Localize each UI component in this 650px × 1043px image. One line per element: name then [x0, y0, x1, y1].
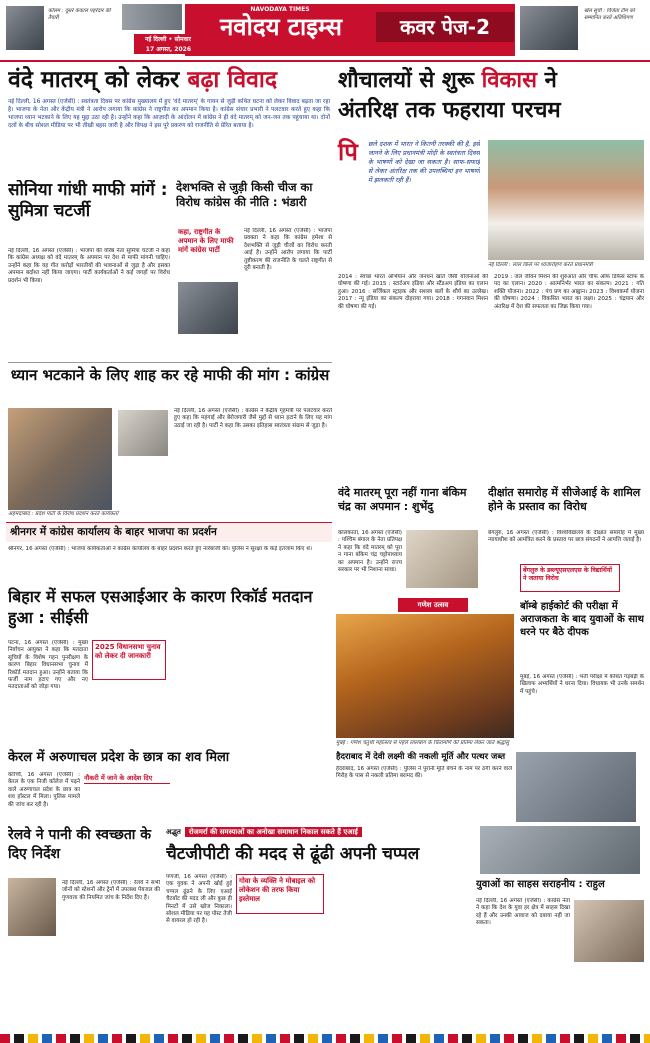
chatgpt-kicker [166, 826, 466, 838]
space-headline [338, 66, 644, 126]
dhyan-photo [8, 408, 112, 510]
rahul-photo [574, 900, 644, 962]
railway-headline: रेलवे ने पानी की स्वच्छता के दिए निर्देश [8, 827, 152, 862]
cji-headline: दीक्षांत समारोह में सीजेआई के शामिल होने के प्रस्ताव का विरोध [488, 486, 641, 513]
bankim-headline: वंदे मातरम् पूरा नहीं गाना बंकिम चंद्र का अपमान : शुभेंदु [338, 486, 467, 513]
page-label: कवर पेज-2 [376, 12, 514, 42]
bhandari-pullquote: कहा, राष्ट्रगीत के अपमान के लिए माफी मांगें कांग्रेस पार्टी [178, 228, 234, 254]
right-note: खेल सूची : विजेता टीम को सम्मानित करते अतिथिगण [584, 8, 635, 21]
left-note: कॉलम : दूसरे कंकाल पहरेदार की तैयारी [48, 8, 111, 21]
kerala-body: कोच्चि, 16 अगस्त (एजेंसी) : केरल के एक निजी कॉलेज में पढ़ने वाले अरुणाचल प्रदेश के छात्र का शव हॉस्टल में मिला। पुलिस मामले की जांच कर रही है। [8, 772, 80, 808]
bihar-headline: बिहार में सफल एसआईआर के कारण रिकॉर्ड मतदान हुआ : सीईसी [8, 587, 313, 627]
bombay-headline: बॉम्बे हाईकोर्ट की परीक्षा में अराजकता के बाद युवाओं के साथ धरने पर बैठे दीपक [520, 601, 644, 638]
chatgpt-kicker-b: रोजमर्रा की समस्याओं का अनोखा समाधान निकाल सकते हैं एआई [185, 827, 362, 837]
top-photo-strip-left [122, 4, 182, 30]
lead-body: नई दिल्ली, 16 अगस्त (एजेंसी) : स्वतंत्रता दिवस पर कांग्रेस मुख्यालय में हुए 'वंदे मातरम्' के गायन से जुड़ी कथित घटना को लेकर विवाद बढ़ता जा रहा है। भाजपा के नेता और केंद्रीय मंत्री ने आरोप लगाया कि कांग्रेस ने राष्ट्रगीत का अपमान किया है। कांग्रेस संचार प्रभारी ने पलटवार करते हुए कहा कि भाजपा ध्यान भटकाने के लिए यह मुद्दा उठा रही है। उन्होंने कहा कि आज़ादी के आंदोलन में कांग्रेस ने ही वंदे मातरम् को जन-जन तक पहुंचाया था। दोनों दलों के बीच सोशल मीडिया पर भी तीखी बहस जारी है और विपक्ष ने इस पूरे प्रकरण को राजनीति से प्रेरित बताया है। [8, 99, 330, 129]
chatgpt-body: पणजी, 16 अगस्त (एजेंसी) : एक युवक ने अपनी खोई हुई चप्पल ढूंढने के लिए एआई चैटबॉट की मदद ली और कुछ ही मिनटों में उसे खोज निकाला। सोशल मीडिया पर यह पोस्ट तेजी से वायरल हो रही है। [166, 874, 232, 925]
space-col-b: 2014 : स्वच्छ भारत अभियान और जनधन खाते जैसी योजनाओं की घोषणा की गई। 2015 : स्टार्टअप इंडिया और स्टैंडअप इंडिया का एलान हुआ। 2016 : सर्जिकल स्ट्राइक और सशस्त्र बलों के शौर्य का उल्लेख। 2017 : न्यू इंडिया का संकल्प दोहराया गया। 2018 : गगनयान मिशन की घोषणा की गई। [338, 274, 488, 310]
dhyan-body: नई दिल्ली, 16 अगस्त (एजेंसी) : कांग्रेस ने केंद्रीय गृहमंत्री पर पलटवार करते हुए कहा कि महंगाई और बेरोजगारी जैसे मुद्दों से ध्यान हटाने के लिए यह मांग उठाई जा रही है। पार्टी ने कहा कि उसका इतिहास स्वतंत्रता संग्राम से जुड़ा है। [174, 408, 332, 429]
bhandari-photo [178, 282, 238, 334]
lead-headline-b: बढ़ा विवाद [187, 67, 278, 93]
space-caption: नई दिल्ली : लाल किले पर ध्वजारोहण करते प्रधानमंत्री [488, 262, 593, 268]
ganesh-photo [336, 614, 514, 738]
rahul-headline: युवाओं का साहस सराहनीय : राहुल [476, 879, 605, 890]
dhyan-inset-photo [118, 410, 168, 456]
edition-date: 17 अगस्त, 2026 [134, 44, 194, 54]
sonia-body: नई दिल्ली, 16 अगस्त (एजेंसी) : भाजपा की वरिष्ठ नेता सुमित्रा चटर्जी ने कहा कि कांग्रेस अध्यक्ष को वंदे मातरम् के अपमान पर देश से माफी मांगनी चाहिए। उन्होंने कहा कि यह गीत करोड़ों भारतीयों की भावनाओं से जुड़ा है और इसका अपमान बर्दाश्त नहीं किया जाएगा। पार्टी कार्यकर्ताओं ने कई जगहों पर विरोध प्रदर्शन भी किया। [8, 248, 170, 284]
bombay-body: मुंबई, 16 अगस्त (एजेंसी) : भर्ती परीक्षा में कथित गड़बड़ी के खिलाफ अभ्यर्थियों ने धरना दिया। विधायक भी उनके समर्थन में पहुंचे। [520, 674, 644, 695]
space-headline-line1 [338, 66, 644, 96]
bankim-body: कोलकाता, 16 अगस्त (एजेंसी) : पश्चिम बंगाल के नेता प्रतिपक्ष ने कहा कि वंदे मातरम् को पूरा न गाना बंकिम चंद्र चट्टोपाध्याय का अपमान है। उन्होंने राज्य सरकार पर भी निशाना साधा। [338, 530, 402, 574]
srinagar-headline: श्रीनगर में कांग्रेस कार्यालय के बाहर भाजपा का प्रदर्शन [10, 526, 217, 538]
chatgpt-headline: चैटजीपीटी की मदद से ढूंढी अपनी चप्पल [166, 844, 420, 864]
space-photo [488, 140, 644, 260]
cji-box: बेंगलुरु के डब्ल्यूएसएलएस के विद्यार्थियों ने जताया विरोध [520, 564, 620, 592]
rahul-body: नई दिल्ली, 16 अगस्त (एजेंसी) : कांग्रेस नेता ने कहा कि देश के युवा हर क्षेत्र में साहस दिखा रहे हैं और उनकी आवाज को दबाया नहीं जा सकता। [476, 898, 570, 927]
kerala-body-b [84, 788, 332, 822]
kerala-box: नौकरी में जाने के आदेश दिए [84, 772, 170, 784]
masthead [0, 0, 650, 60]
srinagar-body: श्रीनगर, 16 अगस्त (एजेंसी) : भाजपा कार्यकर्ताओं ने कांग्रेस कार्यालय के बाहर प्रदर्शन करते हुए नारेबाजी की। पुलिस ने सुरक्षा के कड़े इंतजाम किए थे। [8, 546, 312, 552]
chatgpt-kicker-a: अद्भुत [166, 828, 181, 836]
right-note-photo [520, 6, 578, 50]
dhyan-headline: ध्यान भटकाने के लिए शाह कर रहे माफी की मांग : कांग्रेस [10, 366, 330, 384]
rahul-top-photo [480, 826, 640, 874]
lead-headline-a: वंदे मातरम् को लेकर [8, 67, 188, 93]
cji-body: बेंगलुरु, 16 अगस्त (एजेंसी) : विश्वविद्यालय के दीक्षांत समारोह में मुख्य न्यायाधीश को आमंत्रित करने के प्रस्ताव पर छात्र संगठनों ने आपत्ति जताई है। [488, 530, 644, 544]
bhandari-body: नई दिल्ली, 16 अगस्त (एजेंसी) : भाजपा प्रवक्ता ने कहा कि कांग्रेस हमेशा से देशभक्ति से जुड़ी चीजों का विरोध करती आई है। उन्होंने आरोप लगाया कि पार्टी तुष्टीकरण की राजनीति के चलते राष्ट्रगीत से दूरी बनाती है। [244, 228, 332, 272]
paper-name: नवोदय टाइम्स [219, 13, 343, 41]
left-note-photo [6, 6, 44, 50]
space-headline-b: विकास [481, 68, 538, 93]
lakshmi-photo [516, 752, 636, 822]
space-col-c: 2019 : जल जीवन मिशन की शुरुआत और चीफ ऑफ डिफेंस स्टाफ के पद का एलान। 2020 : आत्मनिर्भर भारत का संकल्प। 2021 : गति शक्ति योजना। 2022 : पंच प्रण का आह्वान। 2023 : विश्वकर्मा योजना की घोषणा। 2024 : विकसित भारत का लक्ष्य। 2025 : चंद्रयान और अंतरिक्ष में देश की सफलता का जिक्र किया गया। [494, 274, 644, 310]
masthead-rule [0, 60, 650, 62]
bhandari-headline: देशभक्ति से जुड़ी किसी चीज का विरोध कांग्रेस की नीति : भंडारी [176, 180, 313, 209]
lakshmi-headline: हैदराबाद में देवी लक्ष्मी की नकली मूर्ति और पत्थर जब्त [336, 752, 506, 762]
dhyan-rule [8, 362, 332, 363]
bihar-body: पटना, 16 अगस्त (एजेंसी) : मुख्य निर्वाचन आयुक्त ने कहा कि मतदाता सूचियों के विशेष गहन पुनरीक्षण के कारण बिहार विधानसभा चुनाव में रिकॉर्ड मतदान हुआ। उन्होंने बताया कि फर्जी नाम हटाए गए और नए मतदाताओं को जोड़ा गया। [8, 640, 88, 691]
registration-strip [0, 1034, 650, 1043]
space-intro: छले दशक में भारत ने कितनी तरक्की की है, इसे जानने के लिए प्रधानमंत्री मोदी के स्वतंत्रता दिवस के भाषणों को देखा जा सकता है। साफ-सफाई से लेकर अंतरिक्ष तक की उपलब्धियां इन भाषणों में झलकती रही हैं। [368, 140, 480, 184]
edition: नई दिल्ली • सोमवार [134, 34, 194, 44]
space-headline-c: ने [537, 68, 557, 93]
sonia-headline: सोनिया गांधी माफी मांगें : सुमित्रा चटर्जी [8, 180, 168, 221]
space-dropcap: पि [338, 138, 358, 166]
ganesh-caption: मुंबई : गणेश चतुर्थी महोत्सव से पहले लालबाग के चिंतामणि की प्रतिमा लेकर जाते श्रद्धालु [336, 740, 510, 746]
lakshmi-body: हैदराबाद, 16 अगस्त (एजेंसी) : पुलिस ने पुरानी मूर्ति बेचने के नाम पर ठगी करने वाले गिरोह के पास से नकली प्रतिमा बरामद की। [336, 766, 512, 780]
bankim-photo [406, 530, 478, 588]
chatgpt-box: गोवा के व्यक्ति ने मोबाइल को लोकेशन की तरफ किया इस्तेमाल [236, 874, 324, 914]
paper-tag: NAVODAYA TIMES [250, 6, 310, 13]
lead-headline [8, 66, 330, 94]
bihar-box: 2025 विधानसभा चुनाव को लेकर दी जानकारी [92, 640, 166, 680]
railway-body: नई दिल्ली, 16 अगस्त (एजेंसी) : रेलवे ने सभी जोनों को स्टेशनों और ट्रेनों में उपलब्ध पेयजल की गुणवत्ता की नियमित जांच के निर्देश दिए हैं। [62, 880, 160, 901]
space-headline-a: शौचालयों से शुरू [338, 68, 482, 93]
ganesh-label: गणेश उत्सव [398, 598, 468, 612]
kerala-headline: केरल में अरुणाचल प्रदेश के छात्र का शव मिला [8, 750, 230, 765]
space-headline-line2: अंतरिक्ष तक फहराया परचम [338, 98, 561, 123]
dhyan-caption: अहमदाबाद : प्रदेश पार्टी के विरोध प्रदर्शन करते कार्यकर्ता [8, 511, 119, 517]
chatgpt-body-b [328, 874, 468, 1024]
bihar-body-b [170, 640, 332, 736]
